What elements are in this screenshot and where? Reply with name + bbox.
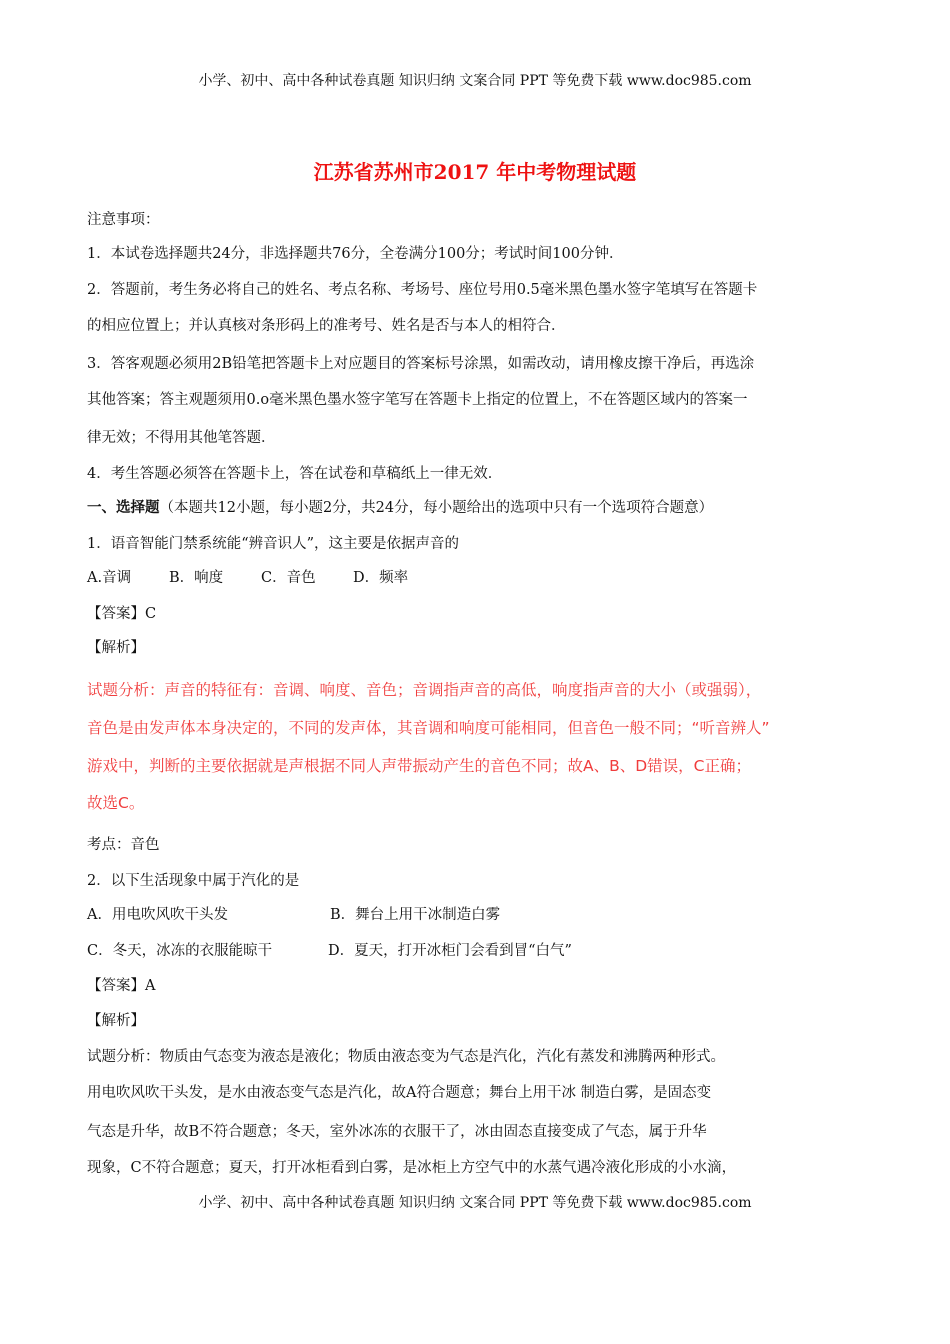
notice-line: 4．考生答题必须答在答题卡上，答在试卷和草稿纸上一律无效．: [87, 466, 503, 482]
option-d: D．频率: [353, 570, 409, 586]
option-b: B．响度: [169, 570, 224, 586]
notice-line: 3．答客观题必须用2B铅笔把答题卡上对应题目的答案标号涂黑，如需改动，请用橡皮擦干净后，再选涂: [87, 356, 755, 372]
question-2-analysis: 现象，C不符合题意；夏天，打开冰柜看到白雾，是冰柜上方空气中的水蒸气遇冷液化形成的小水滴，: [87, 1160, 737, 1176]
notice-line: 1．本试卷选择题共24分，非选择题共76分，全卷满分100分；考试时间100分钟．: [87, 246, 624, 262]
question-2-analysis: 用电吹风吹干头发，是水由液态变气态是汽化，故A符合题意；舞台上用干冰 制造白雾，是固态变: [87, 1085, 712, 1101]
option-c: C．冬天，冰冻的衣服能晾干: [87, 943, 273, 959]
section-desc: （本题共12小题，每小题2分，共24分，每小题给出的选项中只有一个选项符合题意）: [159, 500, 714, 516]
question-1-answer: 【答案】C: [87, 606, 157, 622]
option-a: A．用电吹风吹干头发: [87, 907, 228, 923]
notice-line: 其他答案；答主观题须用0.o毫米黑色墨水签字笔写在答题卡上指定的位置上，不在答题区域内的答案一: [87, 392, 748, 408]
notice-line: 律无效；不得用其他笔答题．: [87, 430, 276, 446]
question-1-stem: 1．语音智能门禁系统能“辨音识人”，这主要是依据声音的: [87, 536, 460, 552]
question-1-analysis: 试题分析：声音的特征有：音调、响度、音色；音调指声音的高低，响度指声音的大小（或强弱），: [87, 681, 762, 699]
question-1-options: [87, 568, 408, 588]
question-2-analysis: 试题分析：物质由气态变为液态是液化；物质由液态变为气态是汽化，汽化有蒸发和沸腾两种形式。: [87, 1049, 725, 1065]
notice-heading: 注意事项：: [87, 212, 160, 228]
page-header: 小学、初中、高中各种试卷真题 知识归纳 文案合同 PPT 等免费下载 www.doc985.com: [198, 73, 752, 89]
option-c: C．音色: [261, 570, 316, 586]
question-1-analysis: 故选C。: [87, 794, 145, 812]
question-1-analysis: 音色是由发声体本身决定的，不同的发声体，其音调和响度可能相同，但音色一般不同；“听音辨人”: [87, 719, 770, 737]
option-a: A.音调: [87, 570, 132, 586]
question-2-options-row2: [87, 941, 572, 961]
question-1-analysis-label: 【解析】: [87, 640, 145, 656]
page-footer: 小学、初中、高中各种试卷真题 知识归纳 文案合同 PPT 等免费下载 www.doc985.com: [198, 1195, 752, 1211]
question-2-analysis-label: 【解析】: [87, 1013, 145, 1029]
notice-line: 的相应位置上；并认真核对条形码上的准考号、姓名是否与本人的相符合．: [87, 318, 566, 334]
section-heading: [87, 498, 713, 518]
page-title: 江苏省苏州市2017 年中考物理试题: [313, 160, 637, 184]
option-d: D．夏天，打开冰柜门会看到冒“白气”: [328, 943, 572, 959]
question-1-kaodian: 考点：音色: [87, 837, 160, 853]
question-2-analysis: 气态是升华，故B不符合题意；冬天，室外冰冻的衣服干了，冰由固态直接变成了气态，属于升华: [87, 1124, 707, 1140]
option-b: B．舞台上用干冰制造白雾: [330, 907, 501, 923]
question-1-analysis: 游戏中，判断的主要依据就是声根据不同人声带振动产生的音色不同；故A、B、D错误，C正确；: [87, 757, 751, 775]
notice-line: 2．答题前，考生务必将自己的姓名、考点名称、考场号、座位号用0.5毫米黑色墨水签字笔填写在答题卡: [87, 282, 758, 298]
question-2-options-row1: [87, 905, 500, 925]
question-2-stem: 2．以下生活现象中属于汽化的是: [87, 873, 300, 889]
section-label: 一、选择题: [87, 499, 160, 516]
question-2-answer: 【答案】A: [87, 978, 156, 994]
